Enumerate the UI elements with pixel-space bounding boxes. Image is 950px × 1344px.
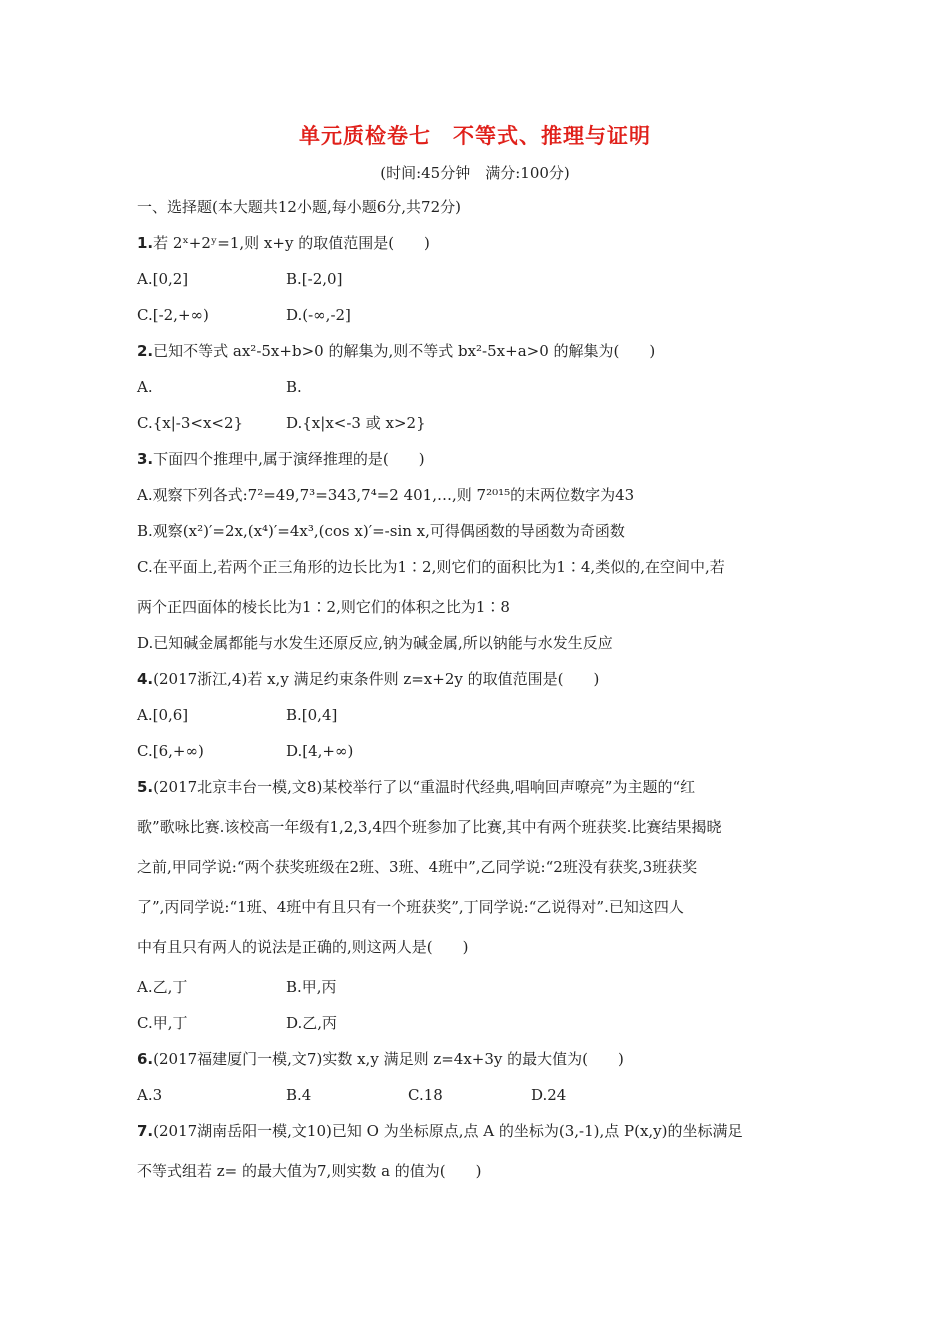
option-d: D.{x|x<-3 或 x>2} (286, 414, 426, 432)
page-subtitle: (时间:45分钟 满分:100分) (380, 164, 570, 182)
option-b: B.4 (286, 1086, 312, 1104)
option-b: B. (286, 378, 302, 396)
question-text-line: 歌”歌咏比赛.该校高一年级有1,2,3,4四个班参加了比赛,其中有两个班获奖.比赛结果揭晓 (137, 818, 722, 836)
page-title: 单元质检卷七 不等式、推理与证明 (299, 124, 651, 148)
option-d: D.[4,+∞) (286, 742, 354, 760)
option-a: A.观察下列各式:7²=49,7³=343,7⁴=2 401,…,则 7²⁰¹⁵的末两位数字为43 (137, 486, 635, 504)
option-b: B.甲,丙 (286, 978, 337, 996)
option-c: C.甲,丁 (137, 1014, 188, 1032)
option-c: C.18 (408, 1086, 443, 1104)
option-a: A.[0,2] (137, 270, 189, 288)
question-text-line: 之前,甲同学说:“两个获奖班级在2班、3班、4班中”,乙同学说:“2班没有获奖,3班获奖 (137, 858, 698, 876)
option-b: B.观察(x²)′=2x,(x⁴)′=4x³,(cos x)′=-sin x,可得偶函数的导函数为奇函数 (137, 522, 625, 540)
option-b: B.[0,4] (286, 706, 338, 724)
question-number: 4. (137, 670, 154, 688)
option-b: B.[-2,0] (286, 270, 343, 288)
question-4 (137, 669, 599, 689)
option-c: C.{x|-3<x<2} (137, 414, 244, 432)
question-text: (2017湖南岳阳一模,文10)已知 O 为坐标原点,点 A 的坐标为(3,-1),点 P(x,y)的坐标满足 (153, 1122, 743, 1140)
question-text: 下面四个推理中,属于演绎推理的是( ) (153, 450, 425, 468)
question-text: (2017北京丰台一模,文8)某校举行了以“重温时代经典,唱响回声嘹亮”为主题的“红 (153, 778, 696, 796)
question-text-line: 了”,丙同学说:“1班、4班中有且只有一个班获奖”,丁同学说:“乙说得对”.已知这四人 (137, 898, 684, 916)
option-a: A.乙,丁 (137, 978, 188, 996)
option-c: C.[6,+∞) (137, 742, 204, 760)
option-c: C.在平面上,若两个正三角形的边长比为1∶2,则它们的面积比为1∶4,类似的,在空间中,若 (137, 558, 725, 576)
question-3 (137, 449, 425, 469)
option-a: A.[0,6] (137, 706, 189, 724)
question-7 (137, 1121, 743, 1141)
question-text: (2017福建厦门一模,文7)实数 x,y 满足则 z=4x+3y 的最大值为( ) (153, 1050, 624, 1068)
section-heading: 一、选择题(本大题共12小题,每小题6分,共72分) (137, 198, 461, 216)
option-c-continued: 两个正四面体的棱长比为1∶2,则它们的体积之比为1∶8 (137, 598, 510, 616)
question-number: 1. (137, 234, 154, 252)
question-number: 2. (137, 342, 154, 360)
question-1 (137, 233, 430, 253)
question-text: 已知不等式 ax²-5x+b>0 的解集为,则不等式 bx²-5x+a>0 的解集为( ) (153, 342, 656, 360)
question-number: 3. (137, 450, 154, 468)
option-d: D.乙,丙 (286, 1014, 338, 1032)
question-2 (137, 341, 655, 361)
option-a: A. (137, 378, 153, 396)
option-c: C.[-2,+∞) (137, 306, 209, 324)
question-6 (137, 1049, 624, 1069)
question-text-line: 中有且只有两人的说法是正确的,则这两人是( ) (137, 938, 469, 956)
question-text: 若 2ˣ+2ʸ=1,则 x+y 的取值范围是( ) (153, 234, 430, 252)
question-text: (2017浙江,4)若 x,y 满足约束条件则 z=x+2y 的取值范围是( ) (153, 670, 600, 688)
option-d: D.已知碱金属都能与水发生还原反应,钠为碱金属,所以钠能与水发生反应 (137, 634, 613, 652)
option-d: D.(-∞,-2] (286, 306, 351, 324)
option-d: D.24 (531, 1086, 567, 1104)
question-5 (137, 777, 695, 797)
question-text-line: 不等式组若 z= 的最大值为7,则实数 a 的值为( ) (137, 1162, 482, 1180)
question-number: 6. (137, 1050, 154, 1068)
question-number: 7. (137, 1122, 154, 1140)
question-number: 5. (137, 778, 154, 796)
option-a: A.3 (137, 1086, 163, 1104)
